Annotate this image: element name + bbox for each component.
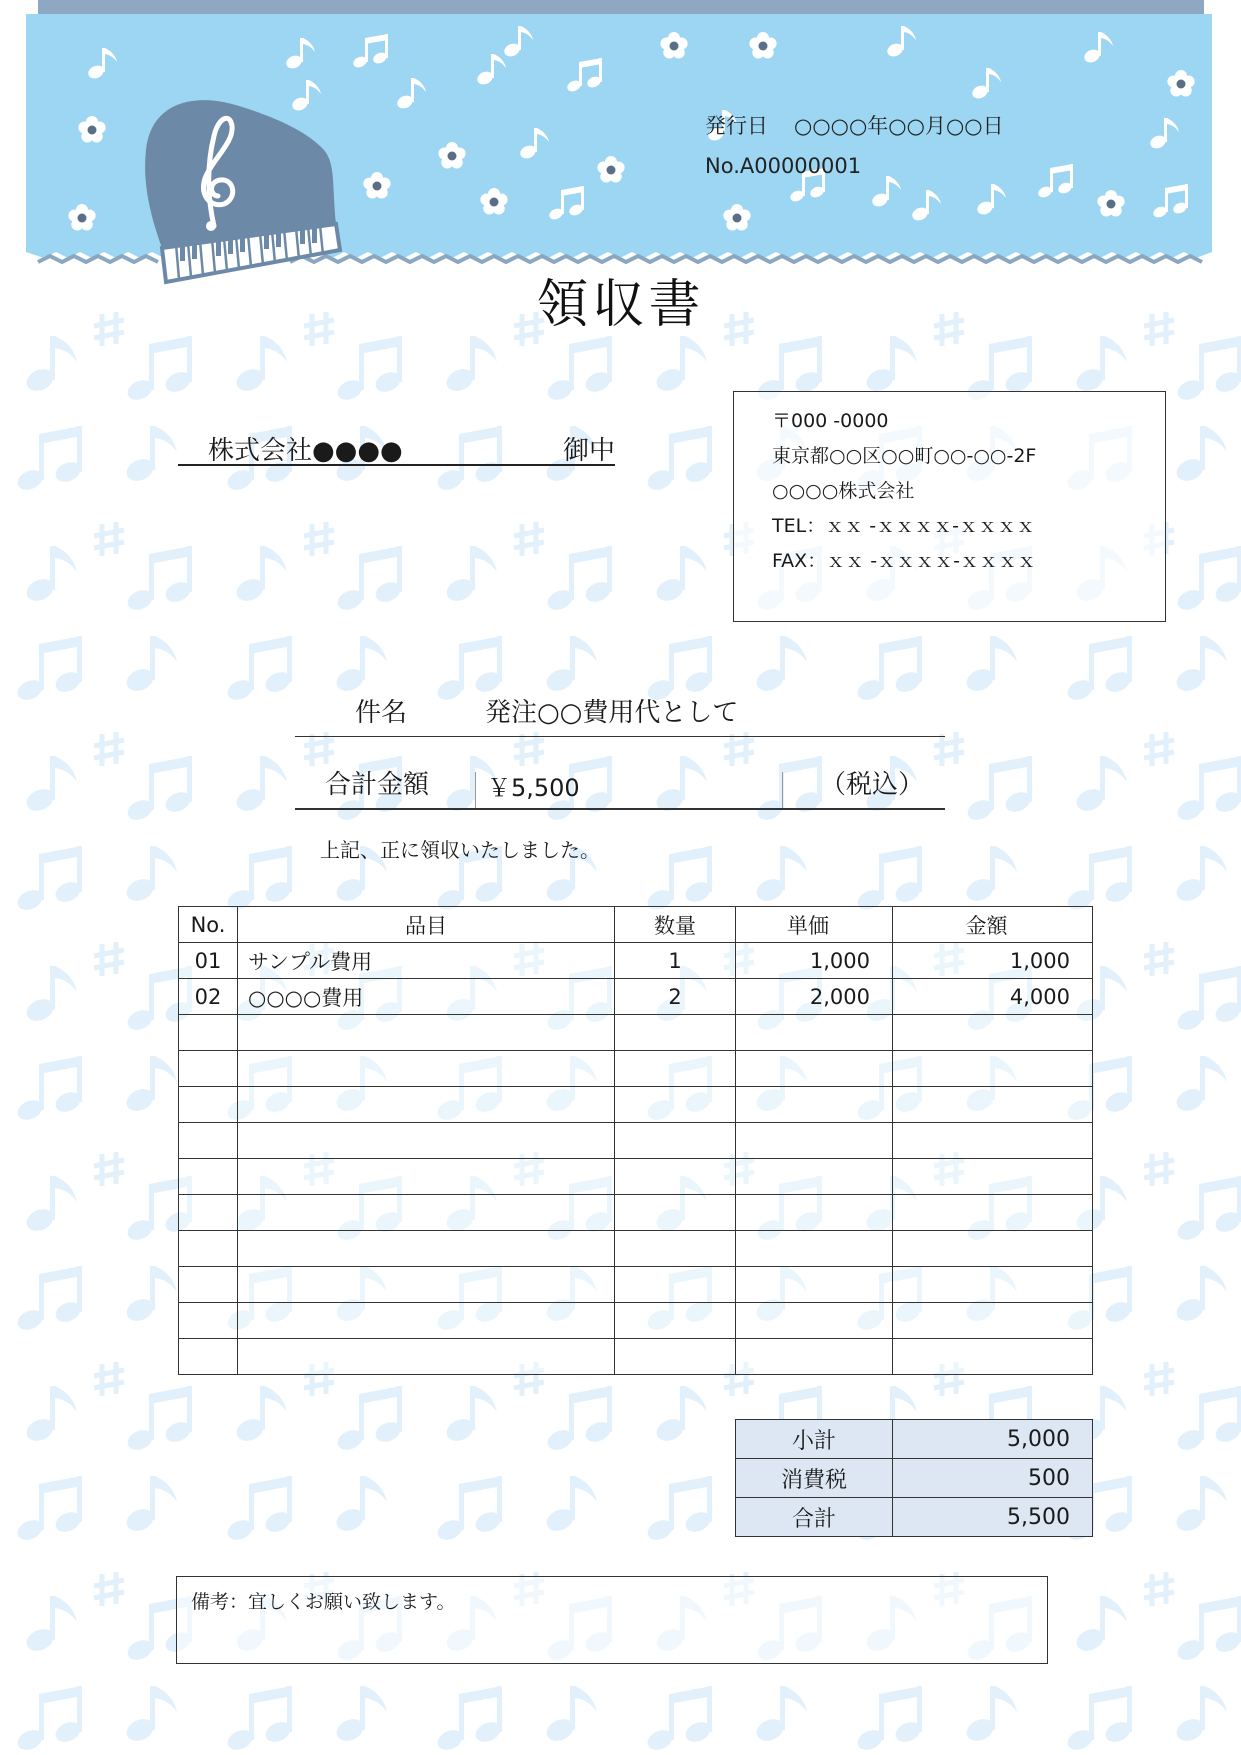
empty-row <box>179 1123 1093 1159</box>
subtotal-value: 5,000 <box>893 1420 1093 1459</box>
sender-company: ○○○○株式会社 <box>772 480 915 502</box>
cell-unit-price: 2,000 <box>736 979 893 1015</box>
cell-no: 02 <box>179 979 238 1015</box>
recipient-honorific: 御中 <box>562 436 615 466</box>
issue-info <box>705 106 1004 186</box>
subject-line <box>295 692 945 737</box>
tax-label: 消費税 <box>736 1459 893 1498</box>
table-row <box>179 979 1093 1015</box>
empty-row <box>179 1195 1093 1231</box>
empty-row <box>179 1303 1093 1339</box>
header-unit-price: 単価 <box>736 907 893 943</box>
subject-label: 件名 <box>355 698 408 728</box>
total-amount-label: 合計金額 <box>325 770 430 800</box>
tax-row <box>736 1459 1093 1498</box>
grand-total-value: 5,500 <box>893 1498 1093 1537</box>
cell-amount: 4,000 <box>893 979 1093 1015</box>
table-row <box>179 943 1093 979</box>
header-qty: 数量 <box>615 907 736 943</box>
header-amount: 金額 <box>893 907 1093 943</box>
table-header-row <box>179 907 1093 943</box>
sender-tel: TEL：ｘｘ -ｘｘｘｘ-ｘｘｘｘ <box>772 515 1035 537</box>
cell-item: サンプル費用 <box>238 943 615 979</box>
empty-row <box>179 1159 1093 1195</box>
subtotal-label: 小計 <box>736 1420 893 1459</box>
empty-row <box>179 1231 1093 1267</box>
sender-postal: 〒000 -0000 <box>772 410 889 432</box>
recipient-line <box>178 430 615 466</box>
header-item: 品目 <box>238 907 615 943</box>
sender-address: 東京都○○区○○町○○-○○-2F <box>772 445 1037 467</box>
remarks-box: 備考：宜しくお願い致します。 <box>176 1576 1048 1664</box>
document-number: No.A00000001 <box>705 154 862 178</box>
recipient-name: 株式会社●●●● <box>208 436 403 466</box>
sender-fax: FAX：ｘｘ -ｘｘｘｘ-ｘｘｘｘ <box>772 550 1036 572</box>
grand-total-row <box>736 1498 1093 1537</box>
divider <box>782 772 783 808</box>
cell-qty: 2 <box>615 979 736 1015</box>
tax-value: 500 <box>893 1459 1093 1498</box>
cell-item: ○○○○費用 <box>238 979 615 1015</box>
total-amount-value: ￥5,500 <box>487 774 580 802</box>
divider <box>475 772 476 808</box>
summary-table <box>735 1419 1093 1537</box>
tax-included-note: （税込） <box>820 770 925 800</box>
page-title: 領収書 <box>536 275 705 335</box>
issue-date-value: ○○○○年○○月○○日 <box>794 114 1004 138</box>
grand-total-label: 合計 <box>736 1498 893 1537</box>
cell-qty: 1 <box>615 943 736 979</box>
cell-amount: 1,000 <box>893 943 1093 979</box>
header-banner <box>0 0 1241 290</box>
issue-date-label: 発行日 <box>705 114 768 138</box>
total-amount-line <box>295 764 945 810</box>
subtotal-row <box>736 1420 1093 1459</box>
empty-row <box>179 1267 1093 1303</box>
cell-no: 01 <box>179 943 238 979</box>
empty-row <box>179 1051 1093 1087</box>
sender-info-box <box>733 391 1166 622</box>
header-no: No. <box>179 907 238 943</box>
subject-value: 発注○○費用代として <box>485 698 739 728</box>
empty-row <box>179 1015 1093 1051</box>
items-table <box>178 906 1093 1375</box>
empty-row <box>179 1339 1093 1375</box>
cell-unit-price: 1,000 <box>736 943 893 979</box>
empty-row <box>179 1087 1093 1123</box>
received-statement: 上記、正に領収いたしました。 <box>320 838 600 862</box>
